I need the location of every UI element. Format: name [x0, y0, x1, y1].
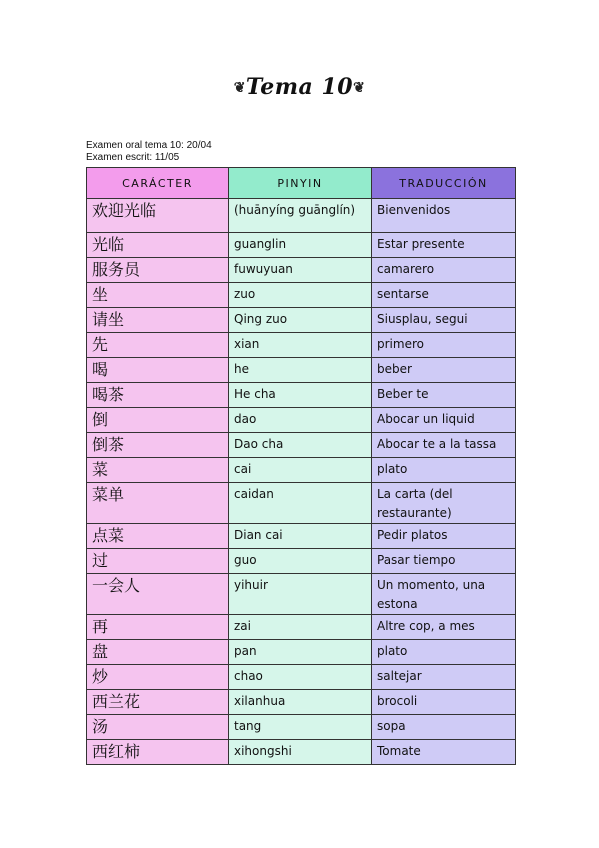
character-cell: 喝 [87, 358, 229, 383]
exam-note-written: Examen escrit: 11/05 [86, 152, 180, 163]
character-cell: 炒 [87, 665, 229, 690]
table-row [87, 308, 516, 333]
right-flourish-icon: ❦ [353, 80, 366, 96]
translation-cell: Pedir platos [372, 524, 516, 549]
pinyin-cell: xilanhua [229, 690, 372, 715]
translation-cell: beber [372, 358, 516, 383]
translation-cell: Pasar tiempo [372, 549, 516, 574]
table-row [87, 358, 516, 383]
pinyin-cell: (huānyíng guānglín) [229, 199, 372, 233]
exam-note-oral: Examen oral tema 10: 20/04 [86, 140, 212, 151]
character-cell: 倒茶 [87, 433, 229, 458]
pinyin-cell: dao [229, 408, 372, 433]
pinyin-cell: cai [229, 458, 372, 483]
character-cell: 点菜 [87, 524, 229, 549]
translation-cell: La carta (del restaurante) [372, 483, 516, 524]
character-cell: 过 [87, 549, 229, 574]
table-row [87, 233, 516, 258]
character-cell: 菜 [87, 458, 229, 483]
header-character: CARÁCTER [87, 168, 229, 199]
translation-cell: Abocar te a la tassa [372, 433, 516, 458]
pinyin-cell: Dian cai [229, 524, 372, 549]
table-row [87, 640, 516, 665]
pinyin-cell: zuo [229, 283, 372, 308]
pinyin-cell: guanglin [229, 233, 372, 258]
table-row [87, 740, 516, 765]
translation-cell: Estar presente [372, 233, 516, 258]
pinyin-cell: tang [229, 715, 372, 740]
translation-cell: sopa [372, 715, 516, 740]
table-row [87, 615, 516, 640]
translation-cell: Tomate [372, 740, 516, 765]
table-row [87, 383, 516, 408]
table-row [87, 574, 516, 615]
pinyin-cell: zai [229, 615, 372, 640]
translation-cell: plato [372, 458, 516, 483]
table-row [87, 665, 516, 690]
page-title [0, 74, 599, 100]
translation-cell: Altre cop, a mes [372, 615, 516, 640]
pinyin-cell: Qing zuo [229, 308, 372, 333]
table-row [87, 715, 516, 740]
table-row [87, 690, 516, 715]
character-cell: 西红柿 [87, 740, 229, 765]
character-cell: 请坐 [87, 308, 229, 333]
translation-cell: camarero [372, 258, 516, 283]
pinyin-cell: xian [229, 333, 372, 358]
character-cell: 盘 [87, 640, 229, 665]
translation-cell: primero [372, 333, 516, 358]
table-row [87, 408, 516, 433]
pinyin-cell: xihongshi [229, 740, 372, 765]
translation-cell: saltejar [372, 665, 516, 690]
pinyin-cell: He cha [229, 383, 372, 408]
pinyin-cell: chao [229, 665, 372, 690]
translation-cell: Un momento, una estona [372, 574, 516, 615]
vocabulary-table [86, 167, 516, 765]
character-cell: 服务员 [87, 258, 229, 283]
character-cell: 欢迎光临 [87, 199, 229, 233]
pinyin-cell: fuwuyuan [229, 258, 372, 283]
character-cell: 倒 [87, 408, 229, 433]
character-cell: 喝茶 [87, 383, 229, 408]
left-flourish-icon: ❦ [233, 80, 246, 96]
table-row [87, 549, 516, 574]
translation-cell: Siusplau, segui [372, 308, 516, 333]
translation-cell: plato [372, 640, 516, 665]
translation-cell: Bienvenidos [372, 199, 516, 233]
exam-notes [86, 140, 212, 164]
character-cell: 一会人 [87, 574, 229, 615]
character-cell: 汤 [87, 715, 229, 740]
table-row [87, 458, 516, 483]
title-text: Tema 10 [245, 74, 354, 100]
table-row [87, 433, 516, 458]
character-cell: 先 [87, 333, 229, 358]
table-row [87, 333, 516, 358]
character-cell: 菜单 [87, 483, 229, 524]
header-translation: TRADUCCIÓN [372, 168, 516, 199]
table-row [87, 258, 516, 283]
table-row [87, 483, 516, 524]
translation-cell: Abocar un liquid [372, 408, 516, 433]
pinyin-cell: yihuir [229, 574, 372, 615]
header-pinyin: PINYIN [229, 168, 372, 199]
pinyin-cell: he [229, 358, 372, 383]
pinyin-cell: pan [229, 640, 372, 665]
character-cell: 光临 [87, 233, 229, 258]
pinyin-cell: guo [229, 549, 372, 574]
character-cell: 西兰花 [87, 690, 229, 715]
character-cell: 再 [87, 615, 229, 640]
pinyin-cell: caidan [229, 483, 372, 524]
character-cell: 坐 [87, 283, 229, 308]
translation-cell: sentarse [372, 283, 516, 308]
table-row [87, 283, 516, 308]
translation-cell: Beber te [372, 383, 516, 408]
table-row [87, 199, 516, 233]
translation-cell: brocoli [372, 690, 516, 715]
table-row [87, 524, 516, 549]
pinyin-cell: Dao cha [229, 433, 372, 458]
table-header-row [87, 168, 516, 199]
